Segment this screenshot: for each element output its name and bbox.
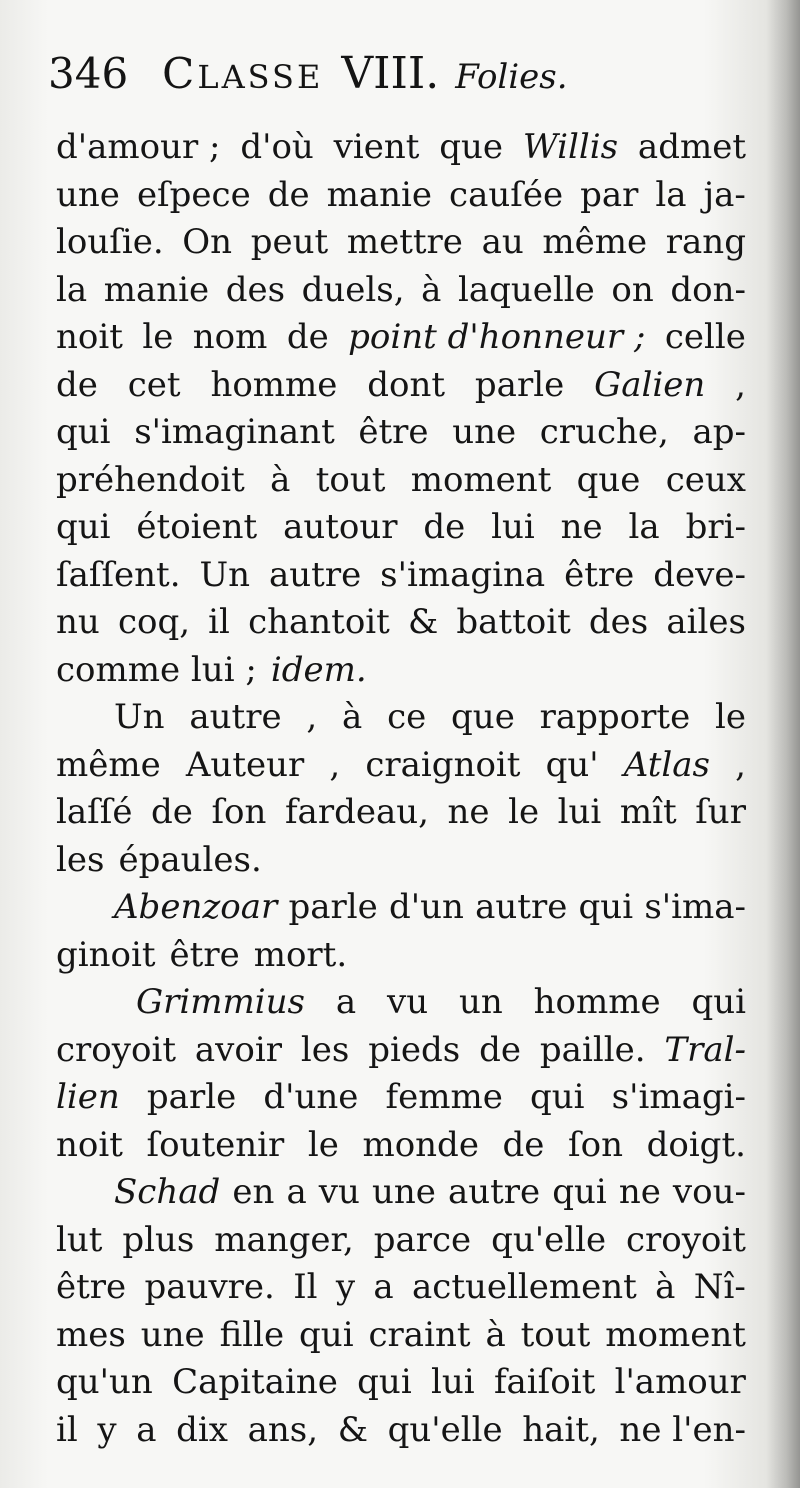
word: une xyxy=(140,1314,205,1355)
word: y xyxy=(335,1267,356,1307)
italic-word: Galien xyxy=(594,364,706,405)
word: qui xyxy=(691,982,746,1022)
word: être xyxy=(169,934,240,975)
word: épaules. xyxy=(118,839,262,880)
word: être xyxy=(56,1267,127,1307)
word: à xyxy=(421,269,442,310)
word: Un xyxy=(199,554,251,595)
word: la xyxy=(56,269,88,310)
word: deve- xyxy=(653,554,746,595)
word: moment xyxy=(410,459,552,500)
word: qu' xyxy=(545,744,599,785)
text-line xyxy=(56,1027,746,1075)
word: y xyxy=(97,1409,117,1450)
word: de xyxy=(286,317,329,357)
text-line xyxy=(56,694,746,742)
word: qui xyxy=(299,1314,354,1355)
word: monde xyxy=(362,1124,479,1165)
word: les xyxy=(56,839,105,880)
word: ſaſſent. xyxy=(56,554,181,595)
text-line xyxy=(56,932,746,980)
word: que xyxy=(451,697,515,737)
word: parle xyxy=(288,887,378,927)
word: laquelle xyxy=(458,269,595,310)
word: Il xyxy=(293,1267,318,1307)
word: autour xyxy=(283,507,398,547)
text-line xyxy=(56,1169,746,1217)
word: ap- xyxy=(692,412,746,452)
word: Un xyxy=(114,697,165,737)
word: , xyxy=(306,697,318,737)
word: de xyxy=(479,1029,522,1070)
word: s'imagi- xyxy=(611,1077,746,1117)
word: comme lui ; xyxy=(56,649,257,690)
word: a xyxy=(286,1172,307,1212)
italic-word: Abenzoar xyxy=(114,887,278,927)
word: ceux xyxy=(665,459,746,500)
word: hait, xyxy=(522,1409,600,1450)
word: il xyxy=(56,1409,78,1450)
word: , xyxy=(735,744,746,785)
word: fille xyxy=(219,1314,285,1355)
text-line xyxy=(56,1074,746,1122)
word: femme xyxy=(385,1077,503,1117)
word: qui xyxy=(552,1172,607,1212)
word: mort. xyxy=(253,934,348,975)
word: de xyxy=(502,1124,545,1165)
text-line xyxy=(56,457,746,505)
word: parle xyxy=(146,1077,237,1117)
word: a xyxy=(136,1409,157,1450)
word: avoir xyxy=(194,1029,282,1070)
word: eſpece xyxy=(136,174,251,215)
page-number: 346 xyxy=(48,49,129,98)
word: qui xyxy=(56,412,111,452)
text-line xyxy=(56,789,746,837)
word: plus xyxy=(122,1219,195,1260)
word: craint xyxy=(368,1314,471,1355)
section-title: Folies. xyxy=(455,57,568,97)
text-line xyxy=(56,599,746,647)
word: doigt. xyxy=(646,1124,746,1165)
word: parle xyxy=(474,364,565,405)
word: on xyxy=(611,269,654,310)
word: lui xyxy=(491,507,535,547)
text-line xyxy=(56,1122,746,1170)
text-line xyxy=(56,362,746,410)
word: étoient xyxy=(136,507,258,547)
word: cruche, xyxy=(539,412,669,452)
italic-word: Schad xyxy=(114,1172,221,1212)
word: vu xyxy=(318,1172,360,1212)
word: qui xyxy=(529,1077,585,1117)
word: en xyxy=(232,1172,275,1212)
text-line xyxy=(56,219,746,267)
word: chantoit xyxy=(248,602,390,642)
word: ne xyxy=(447,792,490,832)
word: des xyxy=(588,602,649,642)
word: fardeau, xyxy=(284,792,429,832)
word: ne xyxy=(618,1172,661,1212)
word: même xyxy=(542,222,648,262)
word: , xyxy=(329,744,341,785)
word: à xyxy=(270,459,291,500)
word: peut xyxy=(250,222,329,262)
word: autre xyxy=(268,554,362,595)
word: dix xyxy=(176,1409,228,1450)
class-label: CLASSE xyxy=(162,49,324,98)
word: de xyxy=(267,174,310,215)
word: pauvre. xyxy=(144,1267,275,1307)
word: une xyxy=(56,174,120,215)
word: ſur xyxy=(695,792,746,832)
italic-word: Atlas xyxy=(623,744,710,785)
word: l'amour xyxy=(614,1362,746,1402)
word: ginoit xyxy=(56,934,156,975)
word: manie xyxy=(103,269,210,310)
word: s'ima- xyxy=(644,887,746,927)
running-header xyxy=(48,48,748,108)
italic-word: point d'honneur ; xyxy=(348,317,646,357)
word: croyoit xyxy=(625,1219,746,1260)
text-line xyxy=(56,504,746,552)
word: d'où xyxy=(240,127,314,167)
text-line xyxy=(56,979,746,1027)
word: ja- xyxy=(703,174,746,215)
word: qu'un xyxy=(56,1362,153,1402)
text-line xyxy=(56,267,746,315)
word: il xyxy=(208,602,230,642)
word: cauſée xyxy=(449,174,564,215)
word: de xyxy=(423,507,466,547)
word: le xyxy=(142,317,174,357)
word: la xyxy=(655,174,687,215)
word: que xyxy=(439,127,503,167)
word: que xyxy=(576,459,641,500)
word: parce xyxy=(373,1219,472,1260)
word: la xyxy=(628,507,660,547)
text-line xyxy=(56,314,746,362)
word: autre xyxy=(475,887,568,927)
class-number: VIII. xyxy=(341,48,440,99)
word: bri- xyxy=(685,507,746,547)
word: noit xyxy=(56,317,123,357)
word: don- xyxy=(670,269,746,310)
word: qu'elle xyxy=(491,1219,607,1260)
word: & xyxy=(337,1409,368,1450)
word: ce xyxy=(387,697,427,737)
word: pieds xyxy=(368,1029,461,1070)
word: Nî- xyxy=(693,1267,746,1307)
word: moment xyxy=(605,1314,746,1355)
word: à xyxy=(655,1267,676,1307)
word: ne l'en- xyxy=(619,1409,746,1450)
italic-word: Tral- xyxy=(664,1029,746,1070)
word: le xyxy=(508,792,540,832)
word: louſie. xyxy=(56,222,164,262)
word: croyoit xyxy=(56,1029,176,1070)
word: homme xyxy=(210,364,338,405)
word: lut xyxy=(56,1219,103,1260)
italic-word: idem. xyxy=(270,649,367,690)
word: vu xyxy=(387,982,429,1022)
word: ſoutenir xyxy=(146,1124,285,1165)
word: lui xyxy=(557,792,602,832)
word: , xyxy=(735,364,746,405)
word: les xyxy=(300,1029,350,1070)
word: & xyxy=(407,602,439,642)
word: noit xyxy=(56,1124,123,1165)
text-line xyxy=(56,1359,746,1407)
word: d'un xyxy=(388,887,464,927)
word: préhendoit xyxy=(56,459,245,500)
word: a xyxy=(373,1267,394,1307)
text-line xyxy=(56,552,746,600)
page-edge-shadow xyxy=(766,0,800,1488)
word: d'amour ; xyxy=(56,127,221,167)
word: manie xyxy=(326,174,433,215)
word: battoit xyxy=(456,602,571,642)
word: de xyxy=(56,364,98,405)
word: autre xyxy=(189,697,282,737)
text-line xyxy=(56,409,746,457)
word: faiſoit xyxy=(493,1362,596,1402)
word: qui xyxy=(357,1362,412,1402)
word: un xyxy=(458,982,503,1022)
word: une xyxy=(452,412,517,452)
text-line xyxy=(56,884,746,932)
word: laſſé xyxy=(56,792,133,832)
word: actuellement xyxy=(412,1267,637,1307)
word: mes xyxy=(56,1314,126,1355)
word: coq, xyxy=(117,602,191,642)
word: s'imagina xyxy=(380,554,546,595)
word: à xyxy=(485,1314,506,1355)
italic-word: Willis xyxy=(522,127,619,167)
word: ſon xyxy=(568,1124,623,1165)
word: a xyxy=(335,982,357,1022)
word: même xyxy=(56,744,161,785)
word: dont xyxy=(367,364,446,405)
word: rapporte xyxy=(539,697,691,737)
word: Auteur xyxy=(185,744,305,785)
word: duels, xyxy=(301,269,405,310)
text-line xyxy=(56,1407,746,1455)
word: ans, xyxy=(247,1409,319,1450)
word: par xyxy=(580,174,639,215)
word: s'imaginant xyxy=(134,412,335,452)
word: craignoit xyxy=(365,744,521,785)
word: vou- xyxy=(672,1172,746,1212)
word: mît xyxy=(619,792,677,832)
word: une xyxy=(371,1172,436,1212)
word: qui xyxy=(56,507,111,547)
word: paille. xyxy=(539,1029,646,1070)
word: vient xyxy=(333,127,420,167)
word: mettre xyxy=(346,222,463,262)
text-line xyxy=(56,124,746,172)
text-line xyxy=(56,1264,746,1312)
word: tout xyxy=(520,1314,591,1355)
word: ne xyxy=(560,507,603,547)
text-line xyxy=(56,1312,746,1360)
word: ſon xyxy=(211,792,267,832)
word: manger, xyxy=(214,1219,354,1260)
word: le xyxy=(307,1124,339,1165)
word: nu xyxy=(56,602,100,642)
word: qu'elle xyxy=(387,1409,503,1450)
word: celle xyxy=(664,317,746,357)
word: d'une xyxy=(263,1077,359,1117)
italic-word: lien xyxy=(56,1077,120,1117)
word: ailes xyxy=(666,602,746,642)
body-text xyxy=(56,124,746,1454)
word: On xyxy=(182,222,233,262)
word: autre xyxy=(447,1172,541,1212)
word: nom xyxy=(192,317,268,357)
word: au xyxy=(481,222,524,262)
word: rang xyxy=(665,222,746,262)
word: admet xyxy=(637,127,746,167)
word: homme xyxy=(533,982,661,1022)
italic-word: Grimmius xyxy=(136,982,305,1022)
word: lui xyxy=(431,1362,475,1402)
text-line xyxy=(56,742,746,790)
word: des xyxy=(225,269,286,310)
word: tout xyxy=(315,459,386,500)
word: être xyxy=(564,554,635,595)
word: Capitaine xyxy=(172,1362,338,1402)
text-line xyxy=(56,172,746,220)
text-line xyxy=(56,1217,746,1265)
word: cet xyxy=(127,364,181,405)
word: qui xyxy=(578,887,634,927)
text-line xyxy=(56,647,746,695)
word: à xyxy=(341,697,363,737)
text-line xyxy=(56,837,746,885)
word: le xyxy=(714,697,746,737)
word: de xyxy=(151,792,193,832)
word: être xyxy=(358,412,429,452)
